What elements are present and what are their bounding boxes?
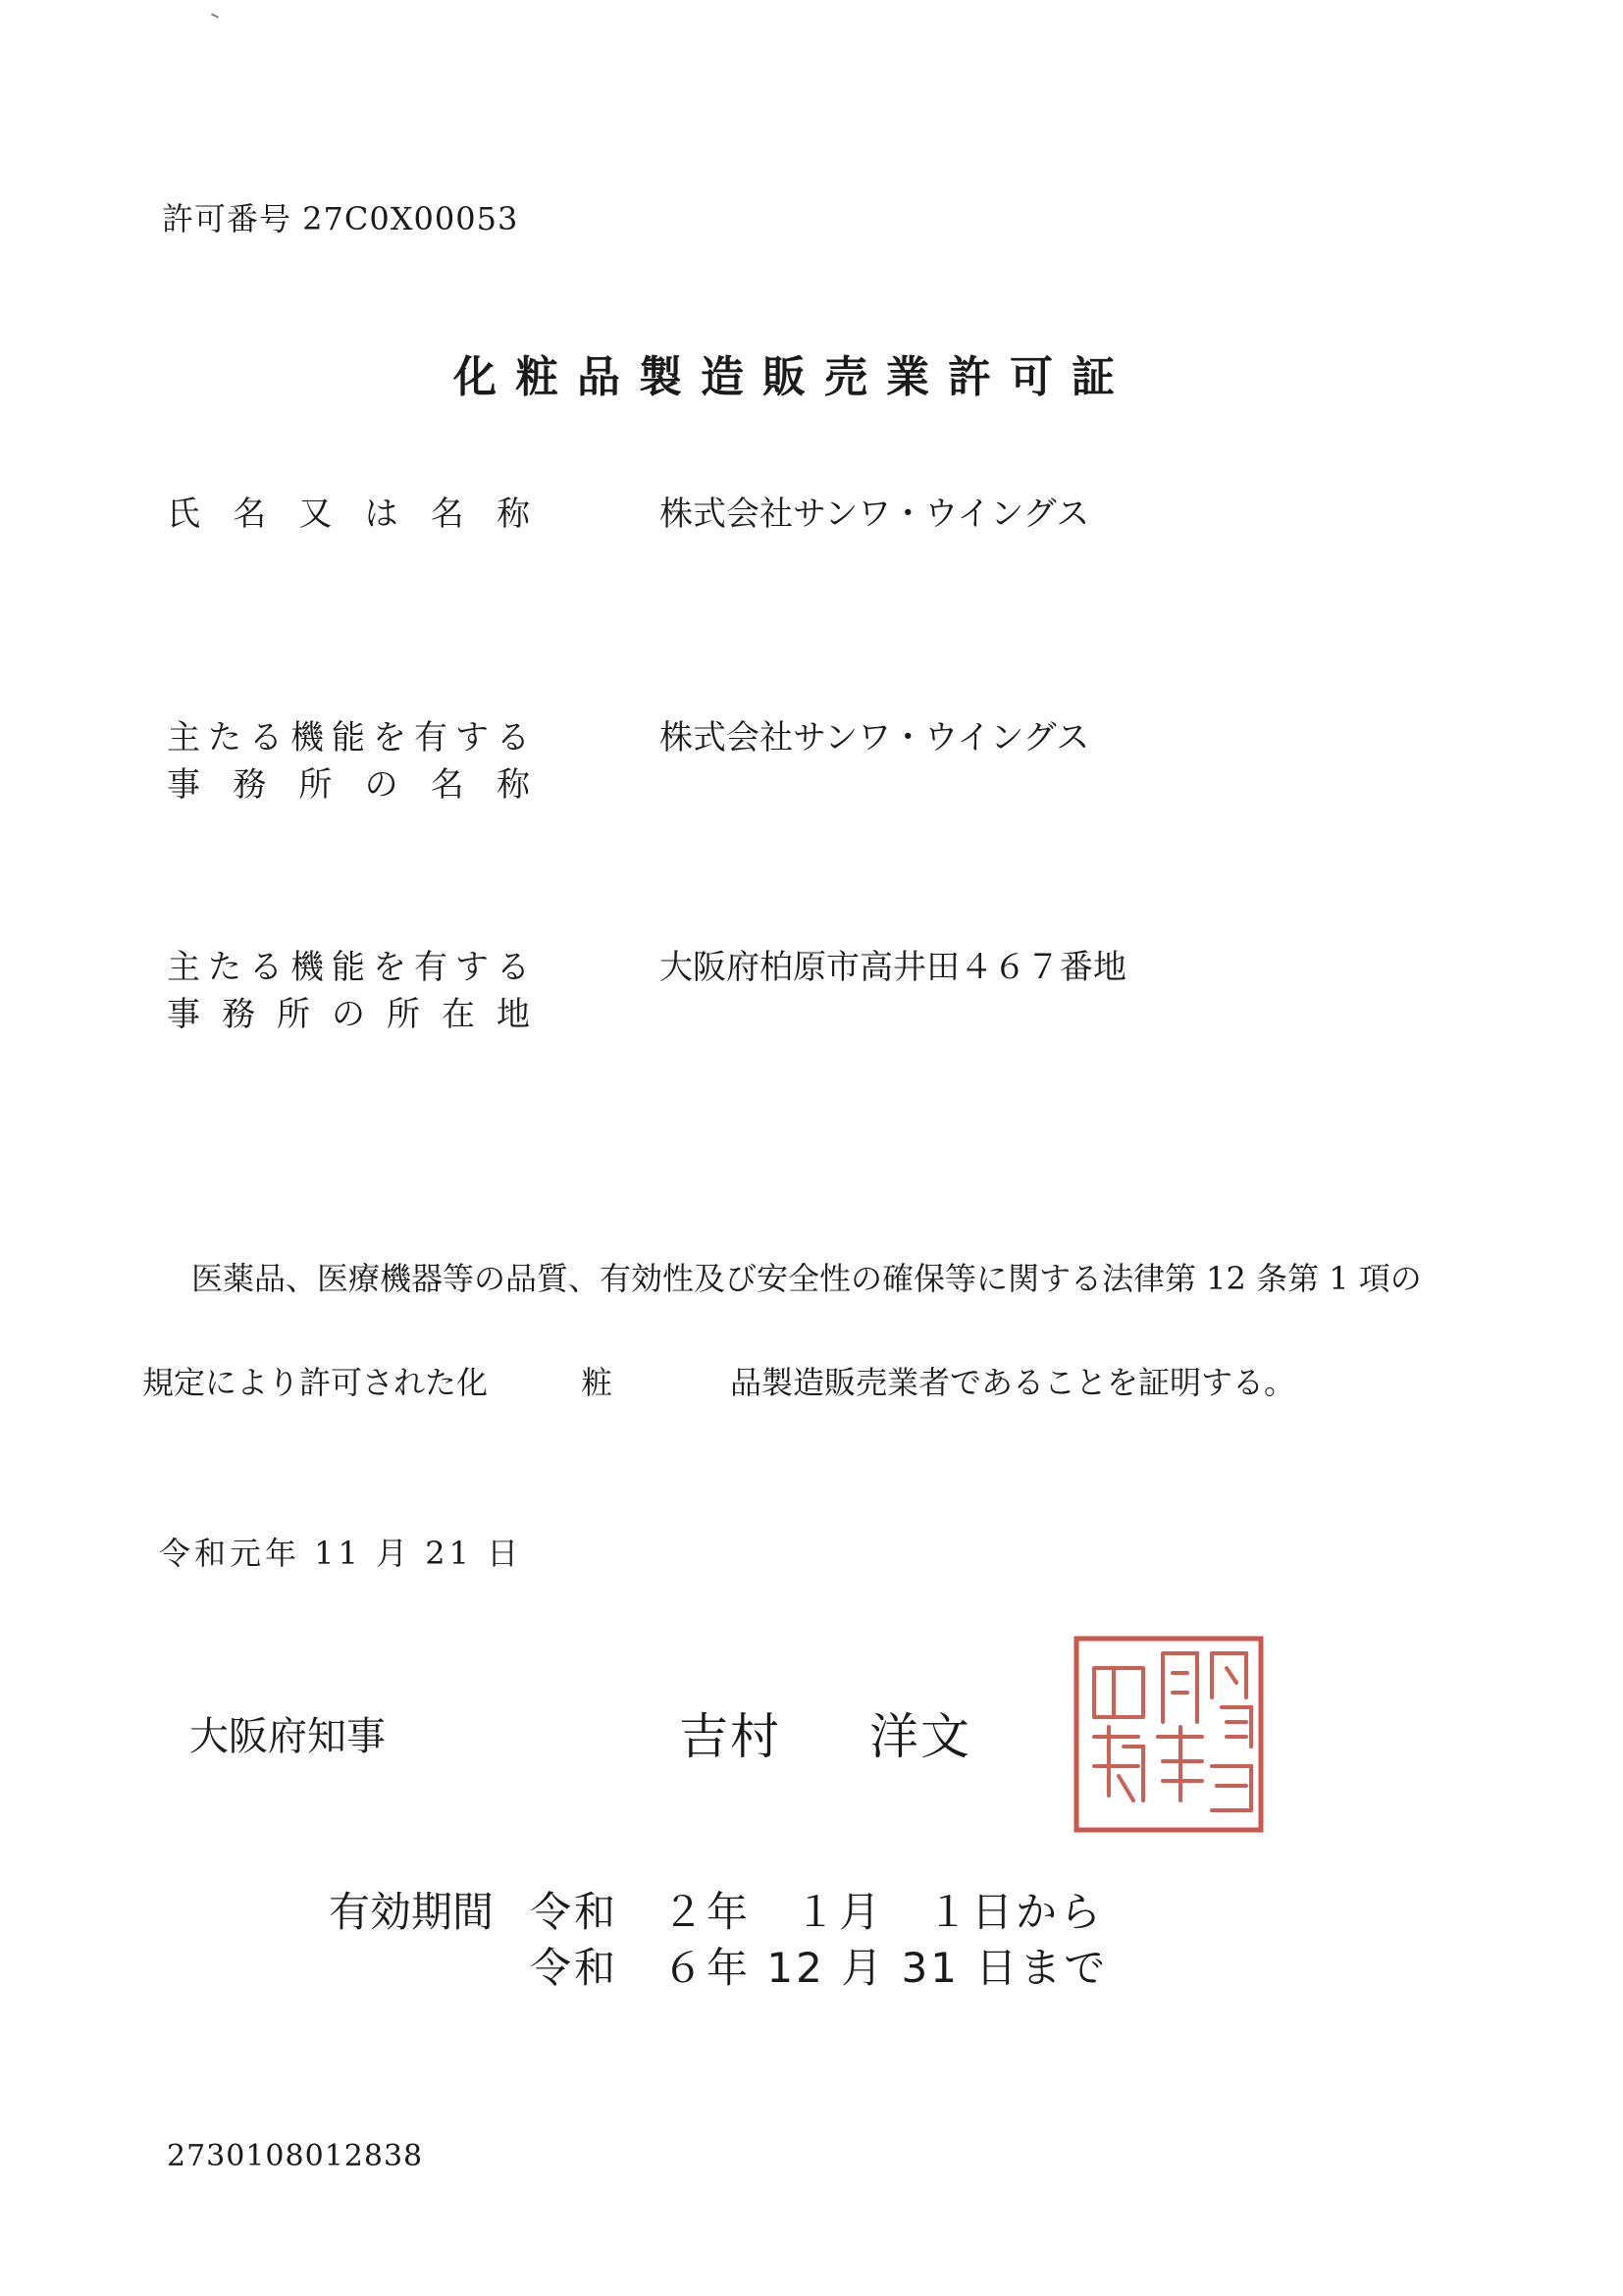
- permit-number: 許可番号 27C0X00053: [162, 200, 519, 237]
- issuer-name: 吉村 洋文: [679, 1708, 971, 1765]
- field-value-office-address: 大阪府柏原市高井田４６７番地: [659, 948, 1126, 987]
- issue-date: 令和元年 11 月 21 日: [159, 1535, 523, 1572]
- field-label-name: 氏名又は名称: [167, 495, 530, 534]
- scan-speck: [211, 13, 219, 18]
- official-seal-icon: [1065, 1629, 1276, 1840]
- document-title: 化粧品製造販売業許可証: [453, 352, 1133, 402]
- validity-to: 令和 ６年 12 月 31 日まで: [530, 1944, 1109, 1992]
- field-value-name: 株式会社サンワ・ウイングス: [659, 495, 1090, 534]
- serial-number: 2730108012838: [167, 2139, 424, 2173]
- field-label-office-address: 主たる機能を有する 事務所の所在地: [167, 948, 530, 1034]
- issuer-title: 大阪府知事: [189, 1714, 386, 1759]
- certification-text-line2: 規定により許可された化 粧 品製造販売業者であることを証明する。: [142, 1364, 1296, 1401]
- certification-text-line1: 医薬品、医療機器等の品質、有効性及び安全性の確保等に関する法律第 12 条第 1 項の: [191, 1260, 1422, 1297]
- validity-label: 有効期間: [329, 1888, 495, 1936]
- field-label-office-name: 主たる機能を有する 事務所の名称: [167, 718, 530, 805]
- validity-from: 令和 ２年 １月 １日から: [530, 1888, 1105, 1936]
- field-value-office-name: 株式会社サンワ・ウイングス: [659, 718, 1090, 757]
